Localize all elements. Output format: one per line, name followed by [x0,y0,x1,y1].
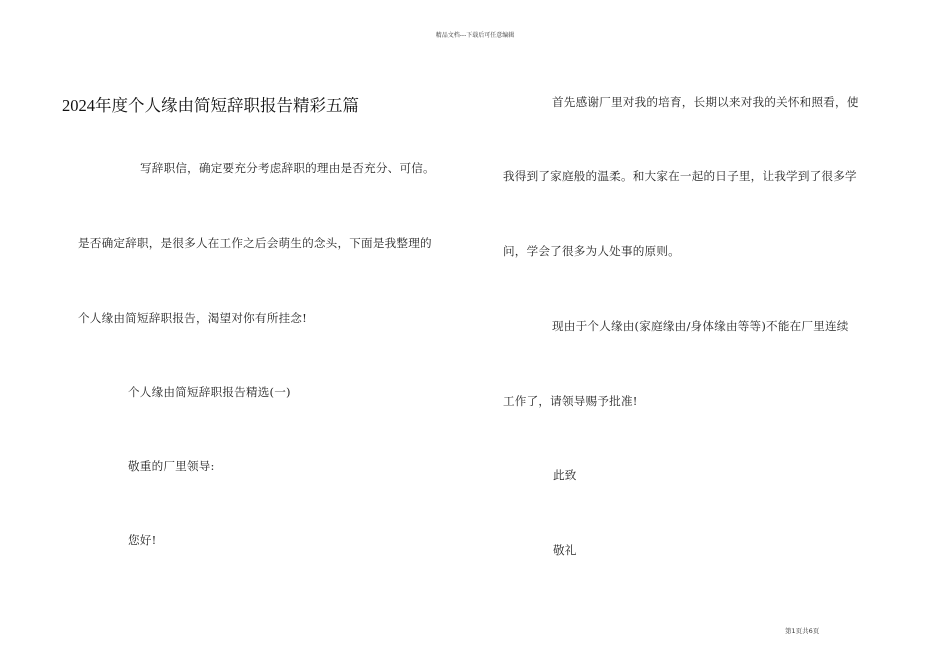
closing-salute: 敬礼 [553,543,577,557]
paragraph-line: 个人缘由简短辞职报告，渴望对你有所挂念! [78,311,307,325]
paragraph-line: 问，学会了很多为人处事的原则。 [503,244,680,258]
greeting: 您好! [128,533,157,547]
paragraph-line: 现由于个人缘由(家庭缘由/身体缘由等等)不能在厂里连续 [552,319,849,333]
page-header: 精品文档---下载后可任意编辑 [435,32,515,39]
paragraph-line: 我得到了家庭般的温柔。和大家在一起的日子里，让我学到了很多学 [503,169,857,183]
closing-line: 此致 [553,468,577,482]
salutation: 敬重的厂里领导: [128,459,215,473]
paragraph-line: 工作了，请领导赐予批准! [503,394,638,408]
document-title: 2024年度个人缘由简短辞职报告精彩五篇 [62,96,359,115]
paragraph-line: 写辞职信，确定要充分考虑辞职的理由是否充分、可信。 [140,161,435,175]
section-heading: 个人缘由简短辞职报告精选(一) [128,385,291,399]
paragraph-line: 首先感谢厂里对我的培育，长期以来对我的关怀和照看，使 [552,95,859,109]
paragraph-line: 是否确定辞职，是很多人在工作之后会萌生的念头，下面是我整理的 [78,236,432,250]
page-number: 第1页共6页 [785,627,820,635]
